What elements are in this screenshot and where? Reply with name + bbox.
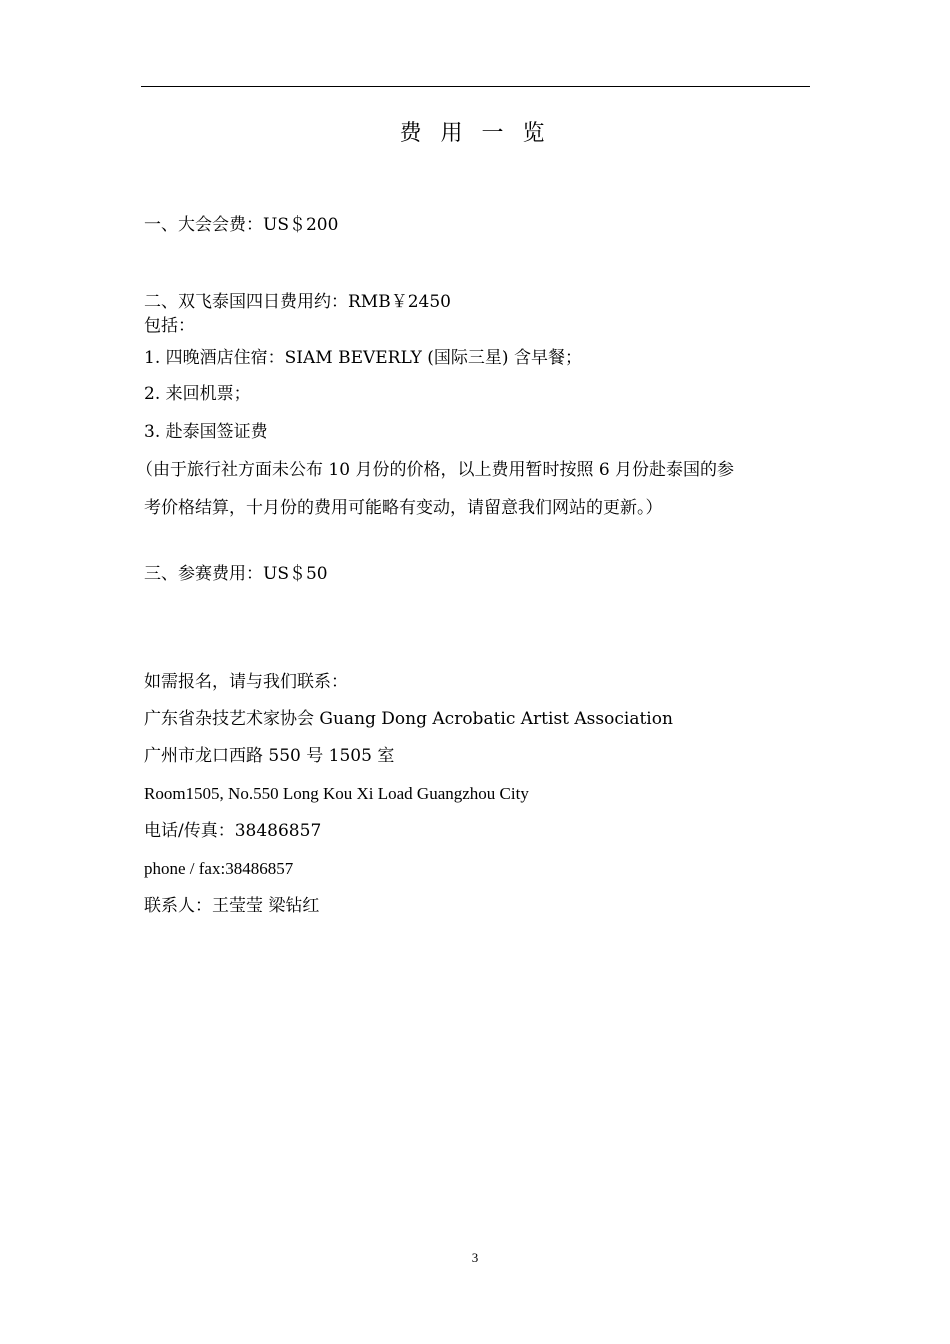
contact-address-en: Room1505, No.550 Long Kou Xi Load Guangzhou City xyxy=(144,784,529,803)
includes-item-hotel: 1. 四晚酒店住宿：SIAM BEVERLY (国际三星) 含早餐； xyxy=(144,348,582,368)
contact-address-cn: 广州市龙口西路 550 号 1505 室 xyxy=(144,746,395,766)
header-rule xyxy=(141,86,810,87)
contact-intro: 如需报名，请与我们联系： xyxy=(144,672,348,692)
page-title: 费 用 一 览 xyxy=(399,121,551,146)
includes-item-airfare: 2. 来回机票； xyxy=(144,384,251,404)
conference-fee: 一、大会会费：US＄200 xyxy=(144,215,339,235)
contact-persons: 联系人：王莹莹 梁钻红 xyxy=(144,896,320,916)
competition-fee: 三、参赛费用：US＄50 xyxy=(144,564,328,584)
price-note-line-2: 考价格结算，十月份的费用可能略有变动，请留意我们网站的更新。） xyxy=(144,498,663,518)
includes-item-visa: 3. 赴泰国签证费 xyxy=(144,422,268,442)
page-number: 3 xyxy=(471,1250,479,1265)
contact-phone-en: phone / fax:38486857 xyxy=(144,859,294,878)
contact-organization: 广东省杂技艺术家协会 Guang Dong Acrobatic Artist Association xyxy=(144,709,673,729)
trip-fee: 二、双飞泰国四日费用约：RMB￥2450 xyxy=(144,292,451,312)
includes-label: 包括： xyxy=(144,316,195,336)
price-note-line-1: （由于旅行社方面未公布 10 月份的价格，以上费用暂时按照 6 月份赴泰国的参 xyxy=(136,460,735,480)
contact-phone-cn: 电话/传真：38486857 xyxy=(144,821,322,841)
